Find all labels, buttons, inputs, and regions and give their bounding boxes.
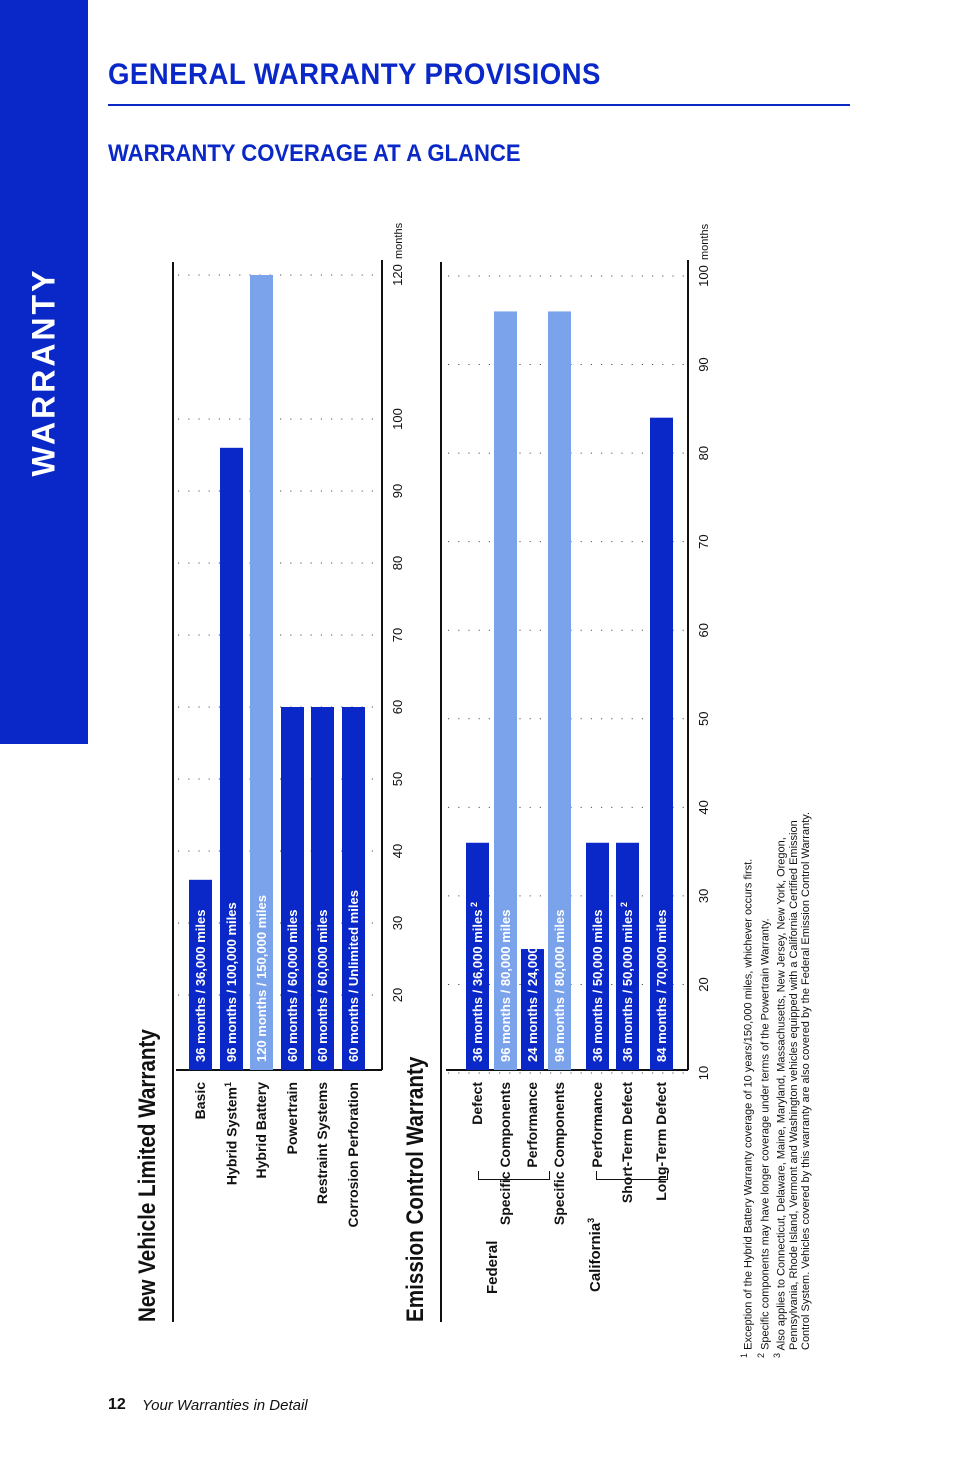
group-federal-text: Federal	[484, 1240, 501, 1294]
ecw-bar-label: 36 months / 36,000 miles $^2$	[469, 902, 485, 1062]
page-title: GENERAL WARRANTY PROVISIONS	[108, 58, 601, 91]
rotated-chart-frame	[120, 170, 840, 1370]
nvlw-bar-label: 120 months / 150,000 miles	[254, 895, 269, 1062]
nvlw-bar-label: 36 months / 36,000 miles	[193, 909, 208, 1062]
ecw-row-label-text: Defect	[468, 1082, 485, 1125]
ecw-bar-label: 24 months / 24,000 miles	[525, 909, 540, 1062]
footnote-text: Specific components may have longer coverage under terms of the Powertrain Warranty.	[759, 918, 772, 1353]
footnote-line	[738, 812, 755, 1358]
ecw-bar-label: 36 months / 50,000 miles	[590, 909, 605, 1062]
group-california-sup: 3	[586, 1217, 596, 1223]
nvlw-bar-label: 60 months / 60,000 miles	[315, 909, 330, 1062]
ecw-bar-label: 96 months / 80,000 miles	[498, 909, 513, 1062]
ecw-tick-label: 20	[696, 977, 711, 992]
ecw-tick-label: 30	[696, 888, 711, 904]
ecw-tick-label: 10	[696, 1065, 711, 1081]
ecw-axis-unit: months	[699, 223, 711, 260]
ecw-bar-chart	[120, 170, 840, 1370]
nvlw-tick-label: 60	[390, 699, 405, 715]
nvlw-tick-label: 70	[390, 627, 405, 643]
nvlw-tick-label: 30	[390, 915, 405, 931]
ecw-bar-label: 96 months / 80,000 miles	[552, 909, 567, 1062]
footer-text: Your Warranties in Detail	[142, 1397, 308, 1414]
ecw-tick-label: 90	[696, 357, 711, 372]
ecw-tick-label: 40	[696, 800, 711, 815]
ecw-tick-label: 60	[696, 622, 711, 638]
nvlw-section-title: New Vehicle Limited Warranty	[134, 1029, 161, 1322]
ecw-tick-label: 100	[696, 265, 711, 287]
footnote-line	[755, 812, 772, 1358]
sidebar-label: WARRANTY	[25, 267, 62, 477]
nvlw-tick-label: 90	[390, 483, 405, 499]
nvlw-row-label-text: Basic	[191, 1082, 208, 1120]
footnote-line	[788, 812, 800, 1358]
nvlw-row-label-text: Restraint Systems	[313, 1082, 330, 1205]
group-california-text: California	[587, 1222, 604, 1292]
nvlw-axis-unit: months	[393, 222, 405, 259]
footnote-line	[800, 812, 812, 1358]
footnote-text: Control System. Vehicles covered by this warranty are also covered by the Federal Emission Control Warranty.	[799, 811, 812, 1350]
nvlw-row-label-text: Hybrid System	[223, 1087, 240, 1186]
nvlw-bar-label: 60 months / Unlimited miles	[346, 890, 361, 1062]
nvlw-tick-label: 20	[390, 987, 405, 1003]
nvlw-row-label-sup: 1	[222, 1082, 233, 1088]
nvlw-bar-label: 60 months / 60,000 miles	[285, 909, 300, 1062]
nvlw-row-label-text: Corrosion Perforation	[344, 1082, 361, 1228]
ecw-row-label-text: Long-Term Defect	[652, 1082, 669, 1201]
ecw-row-label-text: Short-Term Defect	[618, 1082, 635, 1204]
footnote-text: Exception of the Hybrid Battery Warranty coverage of 10 years/150,000 miles, whichever occurs first.	[742, 858, 755, 1353]
nvlw-tick-label: 40	[390, 843, 405, 859]
ecw-row-label-text: Specific Components	[496, 1082, 513, 1226]
page-number: 12	[108, 1396, 126, 1413]
ecw-tick-label: 80	[696, 445, 711, 461]
ecw-row-label-text: Specific Components	[550, 1082, 567, 1226]
nvlw-tick-label: 120	[390, 264, 405, 286]
nvlw-tick-label: 80	[390, 555, 405, 571]
ecw-bar-label: 36 months / 50,000 miles $^2$	[619, 902, 635, 1062]
ecw-row-label-text: Performance	[588, 1082, 605, 1168]
nvlw-tick-label: 100	[390, 408, 405, 430]
ecw-section-title: Emission Control Warranty	[402, 1056, 429, 1322]
nvlw-row-label-text: Hybrid Battery	[252, 1082, 269, 1179]
footnote-number: 3	[772, 1352, 783, 1358]
footnote-number: 1	[739, 1352, 749, 1358]
nvlw-tick-label: 50	[390, 771, 405, 787]
footnote-text: Pennsylvania, Rhode Island, Vermont and Washington vehicles equipped with a California Certified Emission	[787, 820, 800, 1350]
sidebar-tab	[0, 0, 88, 744]
ecw-bar-label: 84 months / 70,000 miles	[654, 909, 669, 1062]
ecw-tick-label: 70	[696, 534, 711, 549]
nvlw-row-label-text: Powertrain	[283, 1082, 300, 1155]
footnote-number: 2	[755, 1352, 766, 1358]
page-subtitle: WARRANTY COVERAGE AT A GLANCE	[108, 140, 521, 167]
footnote-text: Also applies to Connecticut, Delaware, Maine, Maryland, Massachusetts, New Jersey, New York, Oregon,	[775, 837, 788, 1353]
footnotes	[738, 812, 812, 1358]
title-divider	[108, 104, 850, 106]
nvlw-bar-label: 96 months / 100,000 miles	[224, 902, 239, 1062]
ecw-tick-label: 50	[696, 711, 711, 727]
ecw-row-label-text: Performance	[523, 1082, 540, 1168]
footnote-line	[771, 812, 788, 1358]
